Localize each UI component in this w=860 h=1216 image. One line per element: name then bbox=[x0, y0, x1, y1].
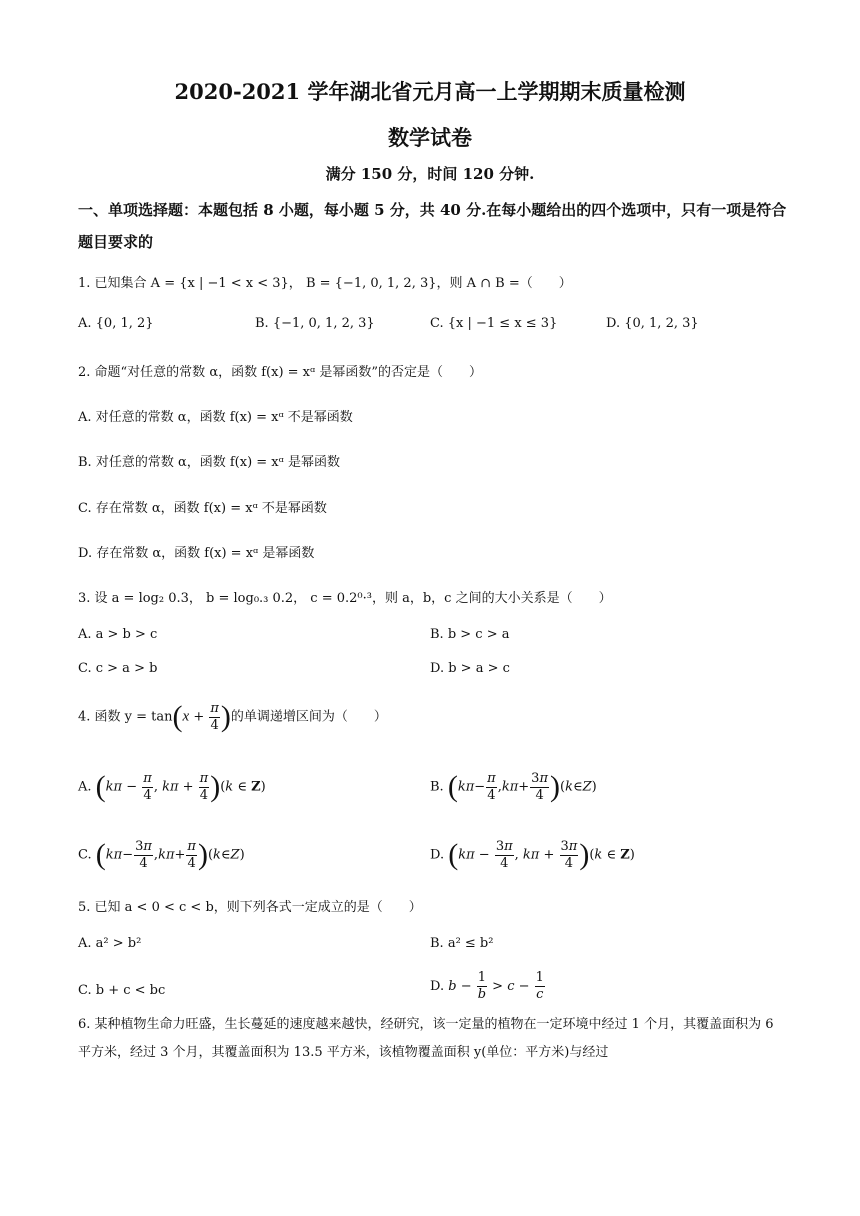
question-4-option-d: D. (kπ − $\frac{3\pi}{4}$ , kπ + $\frac{3\pi}{4}$ )(k ∈ Z) bbox=[430, 838, 635, 871]
question-4-option-b: B. (kπ− $\frac{\pi}{4}$ ,kπ+ $\frac{3\pi}{4}$ )(k∈Z) bbox=[430, 770, 597, 803]
question-5-option-a: A. a² > b² bbox=[78, 936, 142, 951]
exam-subtitle: 数学试卷 bbox=[388, 125, 472, 150]
question-3-option-d: D. b > a > c bbox=[430, 661, 510, 676]
question-5-option-d: D. b − $\frac{1}{b}$ > c − $\frac{1}{c}$ bbox=[430, 970, 544, 1002]
question-5-option-c: C. b + c < bc bbox=[78, 983, 166, 998]
question-2-option-b: B. 对任意的常数 α，函数 f(x) = xᵅ 是幂函数 bbox=[78, 455, 340, 470]
score-line: 满分 150 分，时间 120 分钟. bbox=[325, 165, 535, 183]
question-3-option-a: A. a > b > c bbox=[78, 627, 158, 642]
question-6-text: 6. 某种植物生命力旺盛，生长蔓延的速度越来越快，经研究，该一定量的植物在一定环境中经过 1 个月，其覆盖面积为 6 平方米，经过 3 个月，其覆盖面积为 13.5 平方米，该植物覆盖面积 y(单位：平方米)与经过 bbox=[78, 1017, 774, 1060]
question-4-option-a: A. (kπ − $\frac{\pi}{4}$ , kπ + $\frac{\pi}{4}$ )(k ∈ Z) bbox=[78, 770, 266, 803]
question-1-option-d: D. {0, 1, 2, 3} bbox=[606, 316, 699, 331]
question-2-stem: 2. 命题“对任意的常数 α，函数 f(x) = xᵅ 是幂函数”的否定是（ ） bbox=[78, 365, 482, 380]
question-2-option-d: D. 存在常数 α，函数 f(x) = xᵅ 是幂函数 bbox=[78, 546, 315, 561]
question-1-option-b: B. {−1, 0, 1, 2, 3} bbox=[255, 316, 375, 331]
question-3-option-b: B. b > c > a bbox=[430, 627, 510, 642]
question-1-stem: 1. 已知集合 A = {x | −1 < x < 3}， B = {−1, 0, 1, 2, 3}，则 A ∩ B =（ ） bbox=[78, 276, 572, 291]
question-2-option-a: A. 对任意的常数 α，函数 f(x) = xᵅ 不是幂函数 bbox=[78, 410, 353, 425]
question-4-option-c: C. (kπ− $\frac{3\pi}{4}$ ,kπ+ $\frac{\pi}{4}$ )(k∈Z) bbox=[78, 838, 245, 871]
question-1-option-a: A. {0, 1, 2} bbox=[78, 316, 154, 331]
question-3-option-c: C. c > a > b bbox=[78, 661, 158, 676]
question-5-stem: 5. 已知 a < 0 < c < b，则下列各式一定成立的是（ ） bbox=[78, 900, 422, 915]
question-4-stem: 4. 函数 y = tan(x + $\frac{\pi}{4}$ )的单调递增区间为（ ） bbox=[78, 700, 387, 733]
question-3-stem: 3. 设 a = log₂ 0.3， b = log₀.₃ 0.2， c = 0.2⁰·³，则 a，b，c 之间的大小关系是（ ） bbox=[78, 591, 612, 606]
question-1-option-c: C. {x | −1 ≤ x ≤ 3} bbox=[430, 316, 558, 331]
question-5-option-b: B. a² ≤ b² bbox=[430, 936, 494, 951]
question-2-option-c: C. 存在常数 α，函数 f(x) = xᵅ 不是幂函数 bbox=[78, 501, 327, 516]
section-heading: 一、单项选择题：本题包括 8 小题，每小题 5 分，共 40 分.在每小题给出的四个选项中，只有一项是符合题目要求的 bbox=[78, 201, 787, 251]
exam-title: 2020-2021 学年湖北省元月高一上学期期末质量检测 bbox=[174, 79, 686, 104]
